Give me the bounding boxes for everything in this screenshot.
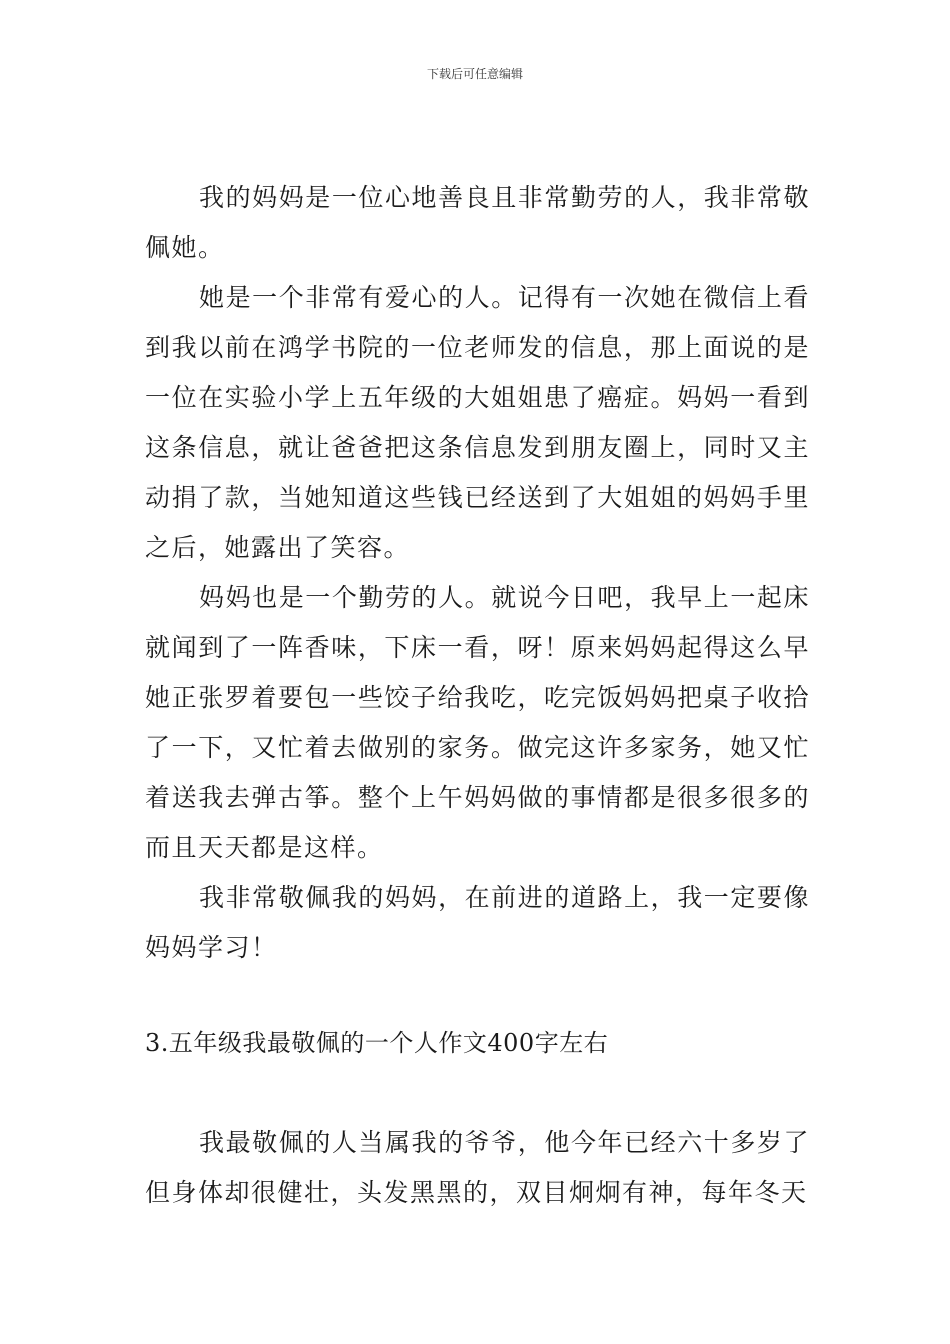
essay-body-mother (145, 173, 810, 973)
paragraph: 妈妈也是一个勤劳的人。就说今日吧，我早上一起床就闻到了一阵香味，下床一看，呀！原来妈妈起得这么早她正张罗着要包一些饺子给我吃，吃完饭妈妈把桌子收拾了一下，又忙着去做别的家务。做完这许多家务，她又忙着送我去弹古筝。整个上午妈妈做的事情都是很多很多的而且天天都是这样。 (145, 583, 810, 862)
section-heading: 3.五年级我最敬佩的一个人作文400字左右 (145, 1029, 609, 1057)
paragraph: 我最敬佩的人当属我的爷爷，他今年已经六十多岁了但身体却很健壮，头发黑黑的，双目炯炯有神，每年冬天 (145, 1128, 810, 1207)
paragraph: 我的妈妈是一位心地善良且非常勤劳的人，我非常敬佩她。 (145, 183, 810, 262)
paragraph: 我非常敬佩我的妈妈，在前进的道路上，我一定要像妈妈学习！ (145, 883, 810, 962)
page-header-note: 下载后可任意编辑 (426, 67, 523, 81)
paragraph: 她是一个非常有爱心的人。记得有一次她在微信上看到我以前在鸿学书院的一位老师发的信息，那上面说的是一位在实验小学上五年级的大姐姐患了癌症。妈妈一看到这条信息，就让爸爸把这条信息发到朋友圈上，同时又主动捐了款，当她知道这些钱已经送到了大姐姐的妈妈手里之后，她露出了笑容。 (145, 283, 810, 562)
essay-body-grandfather (145, 1118, 810, 1218)
